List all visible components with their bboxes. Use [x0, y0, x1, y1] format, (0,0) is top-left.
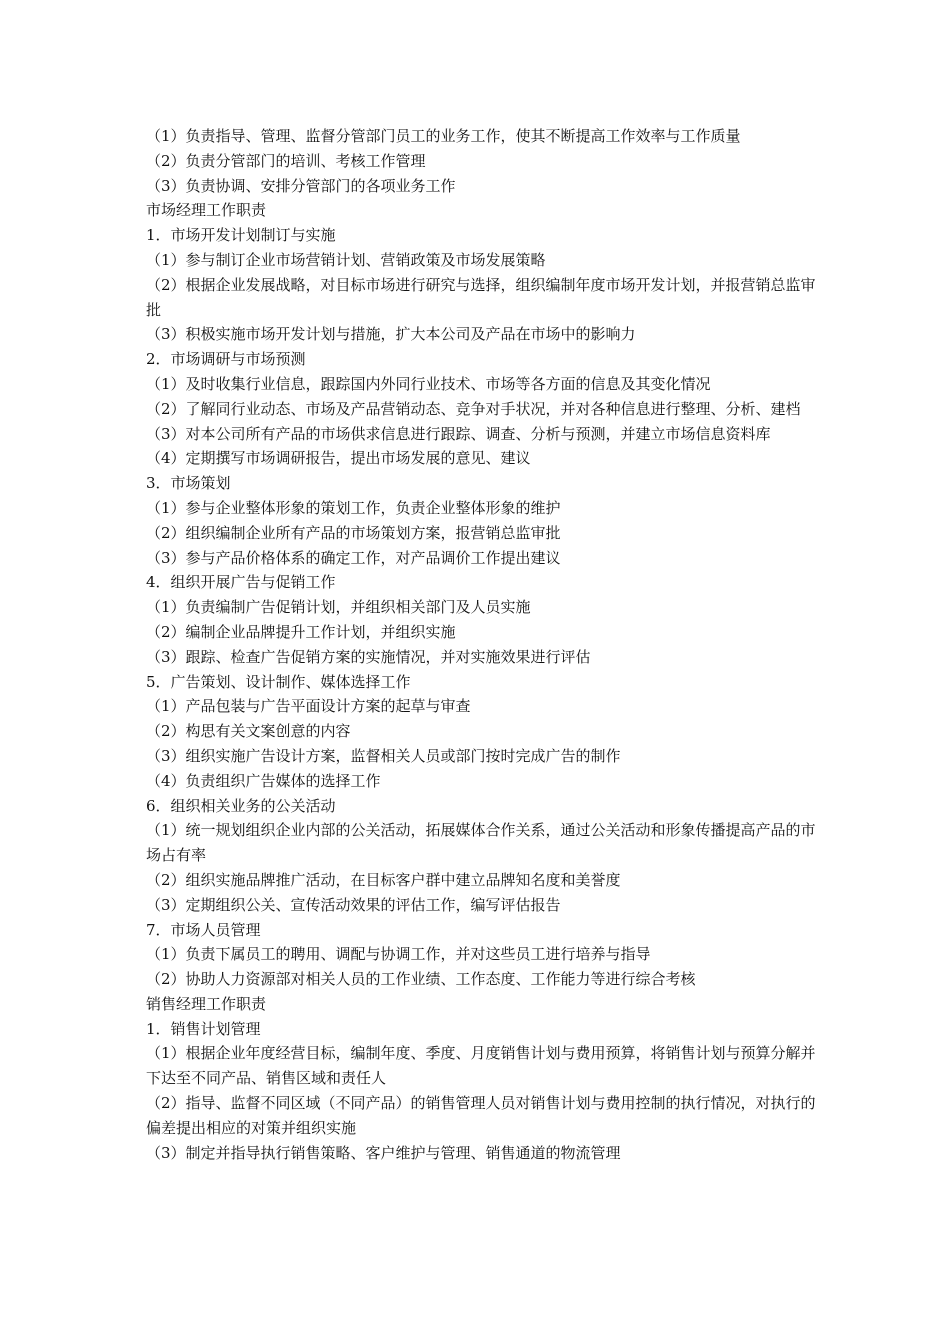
text-line: （1）负责下属员工的聘用、调配与协调工作，并对这些员工进行培养与指导: [146, 945, 651, 964]
text-line: （1）参与企业整体形象的策划工作，负责企业整体形象的维护: [146, 498, 561, 517]
text-line: （2）指导、监督不同区域（不同产品）的销售管理人员对销售计划与费用控制的执行情况，对执行的偏差提出相应的对策并组织实施: [146, 1094, 816, 1137]
text-line: （3）负责协调、安排分管部门的各项业务工作: [146, 176, 456, 195]
text-line: （3）参与产品价格体系的确定工作，对产品调价工作提出建议: [146, 548, 561, 567]
text-line: （2）协助人力资源部对相关人员的工作业绩、工作态度、工作能力等进行综合考核: [146, 970, 696, 989]
text-line: （3）积极实施市场开发计划与措施，扩大本公司及产品在市场中的影响力: [146, 325, 636, 344]
subsection-heading: 7．市场人员管理: [146, 920, 261, 939]
subsection-heading: 6．组织相关业务的公关活动: [146, 796, 336, 815]
text-line: （1）根据企业年度经营目标，编制年度、季度、月度销售计划与费用预算，将销售计划与预算分解并下达至不同产品、销售区域和责任人: [146, 1044, 816, 1088]
subsection-heading: 1．销售计划管理: [146, 1019, 261, 1038]
section-heading: 销售经理工作职责: [146, 994, 267, 1013]
section-heading: 市场经理工作职责: [146, 201, 267, 220]
text-line: （3）定期组织公关、宣传活动效果的评估工作，编写评估报告: [146, 895, 561, 914]
subsection-heading: 1．市场开发计划制订与实施: [146, 226, 336, 245]
text-line: （3）制定并指导执行销售策略、客户维护与管理、销售通道的物流管理: [146, 1143, 621, 1162]
text-line: （1）统一规划组织企业内部的公关活动，拓展媒体合作关系，通过公关活动和形象传播提高产品的市场占有率: [146, 821, 816, 865]
text-line: （1）负责编制广告促销计划，并组织相关部门及人员实施: [146, 598, 531, 617]
subsection-heading: 4．组织开展广告与促销工作: [146, 573, 336, 592]
text-line: （3）对本公司所有产品的市场供求信息进行跟踪、调查、分析与预测，并建立市场信息资料库: [146, 424, 771, 443]
text-line: （2）组织实施品牌推广活动，在目标客户群中建立品牌知名度和美誉度: [146, 870, 621, 889]
text-line: （1）及时收集行业信息，跟踪国内外同行业技术、市场等各方面的信息及其变化情况: [146, 374, 711, 393]
text-line: （3）跟踪、检查广告促销方案的实施情况，并对实施效果进行评估: [146, 647, 591, 666]
text-line: （1）产品包装与广告平面设计方案的起草与审查: [146, 697, 471, 716]
text-line: （3）组织实施广告设计方案，监督相关人员或部门按时完成广告的制作: [146, 746, 621, 765]
subsection-heading: 5．广告策划、设计制作、媒体选择工作: [146, 672, 411, 691]
text-line: （1）负责指导、管理、监督分管部门员工的业务工作，使其不断提高工作效率与工作质量: [146, 127, 741, 145]
text-line: （2）组织编制企业所有产品的市场策划方案，报营销总监审批: [146, 523, 561, 542]
text-line: （1）参与制订企业市场营销计划、营销政策及市场发展策略: [146, 250, 546, 269]
text-line: （2）根据企业发展战略，对目标市场进行研究与选择，组织编制年度市场开发计划，并报营销总监审批: [146, 275, 816, 319]
text-line: （2）了解同行业动态、市场及产品营销动态、竞争对手状况，并对各种信息进行整理、分析、建档: [146, 399, 801, 418]
text-line: （4）定期撰写市场调研报告，提出市场发展的意见、建议: [146, 449, 531, 468]
document-body: [146, 124, 816, 1165]
subsection-heading: 3．市场策划: [146, 474, 231, 493]
text-line: （2）负责分管部门的培训、考核工作管理: [146, 151, 426, 170]
subsection-heading: 2．市场调研与市场预测: [146, 350, 306, 369]
text-line: （2）构思有关文案创意的内容: [146, 722, 351, 741]
text-line: （2）编制企业品牌提升工作计划，并组织实施: [146, 622, 456, 641]
text-line: （4）负责组织广告媒体的选择工作: [146, 771, 381, 790]
